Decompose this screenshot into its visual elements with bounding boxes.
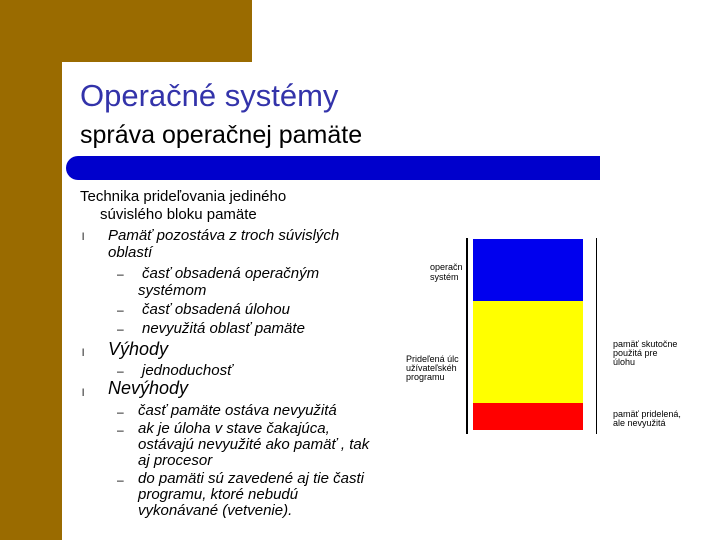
- bullet-3: Nevýhody: [108, 378, 189, 398]
- label-task-line-3: programu: [406, 372, 445, 382]
- bullet-1-line-1: Pamäť pozostáva z troch súvislých: [108, 227, 340, 244]
- sub-item-6-line-1: ak je úloha v stave čakajúca,: [138, 420, 330, 437]
- sub-item-4: jednoduchosť: [142, 362, 233, 379]
- bullet-marker: l: [82, 232, 85, 243]
- top-decoration-block: [0, 0, 252, 62]
- sub-item-1-line-2: systémom: [138, 282, 207, 299]
- dash-marker: –: [117, 364, 124, 378]
- title-underline-bar: [66, 156, 600, 180]
- intro-line-1: Technika prideľovania jediného: [80, 188, 287, 205]
- intro-line-2: súvislého bloku pamäte: [100, 206, 257, 223]
- label-unused-line-2: ale nevyužitá: [613, 418, 666, 428]
- label-task-line-2: užívateľskéh: [406, 363, 457, 373]
- label-unused-line-1: pamäť pridelená,: [613, 409, 681, 419]
- os-segment: [473, 239, 583, 301]
- bullet-marker: l: [82, 348, 85, 359]
- sub-item-7-line-1: do pamäti sú zavedené aj tie časti: [138, 470, 364, 487]
- label-used-line-2: použitá pre: [613, 348, 658, 358]
- sub-item-5: časť pamäte ostáva nevyužitá: [138, 402, 337, 419]
- bullet-2: Výhody: [108, 339, 169, 359]
- dash-marker: –: [117, 267, 124, 281]
- label-used-line-1: pamäť skutočne: [613, 339, 678, 349]
- dash-marker: –: [117, 322, 124, 336]
- dash-marker: –: [117, 405, 124, 419]
- bullet-marker: l: [82, 388, 85, 399]
- unused-segment: [473, 403, 583, 430]
- bullet-1-line-2: oblastí: [108, 244, 153, 261]
- sub-item-1-line-1: časť obsadená operačným: [142, 265, 320, 282]
- label-os-line-2: systém: [430, 272, 459, 282]
- label-task-line-1: Prideľená úlc: [406, 354, 459, 364]
- slide-subtitle: správa operačnej pamäte: [80, 121, 363, 149]
- memory-diagram: [400, 230, 700, 440]
- side-decoration-bar: [0, 0, 62, 540]
- label-used-line-3: úlohu: [613, 357, 636, 367]
- sub-item-2: časť obsadená úlohou: [142, 301, 290, 318]
- task-segment: [473, 301, 583, 403]
- sub-item-6-line-3: aj procesor: [138, 452, 213, 469]
- dash-marker: –: [117, 473, 124, 487]
- sub-item-7-line-2: programu, ktoré nebudú: [138, 486, 299, 503]
- dash-marker: –: [117, 303, 124, 317]
- slide-title: Operačné systémy: [80, 78, 339, 113]
- sub-item-3: nevyužitá oblasť pamäte: [142, 320, 305, 337]
- label-os-line-1: operačn: [430, 262, 463, 272]
- dash-marker: –: [117, 423, 124, 437]
- sub-item-7-line-3: vykonávané (vetvenie).: [138, 502, 293, 519]
- sub-item-6-line-2: ostávajú nevyužité ako pamäť , tak: [138, 436, 370, 453]
